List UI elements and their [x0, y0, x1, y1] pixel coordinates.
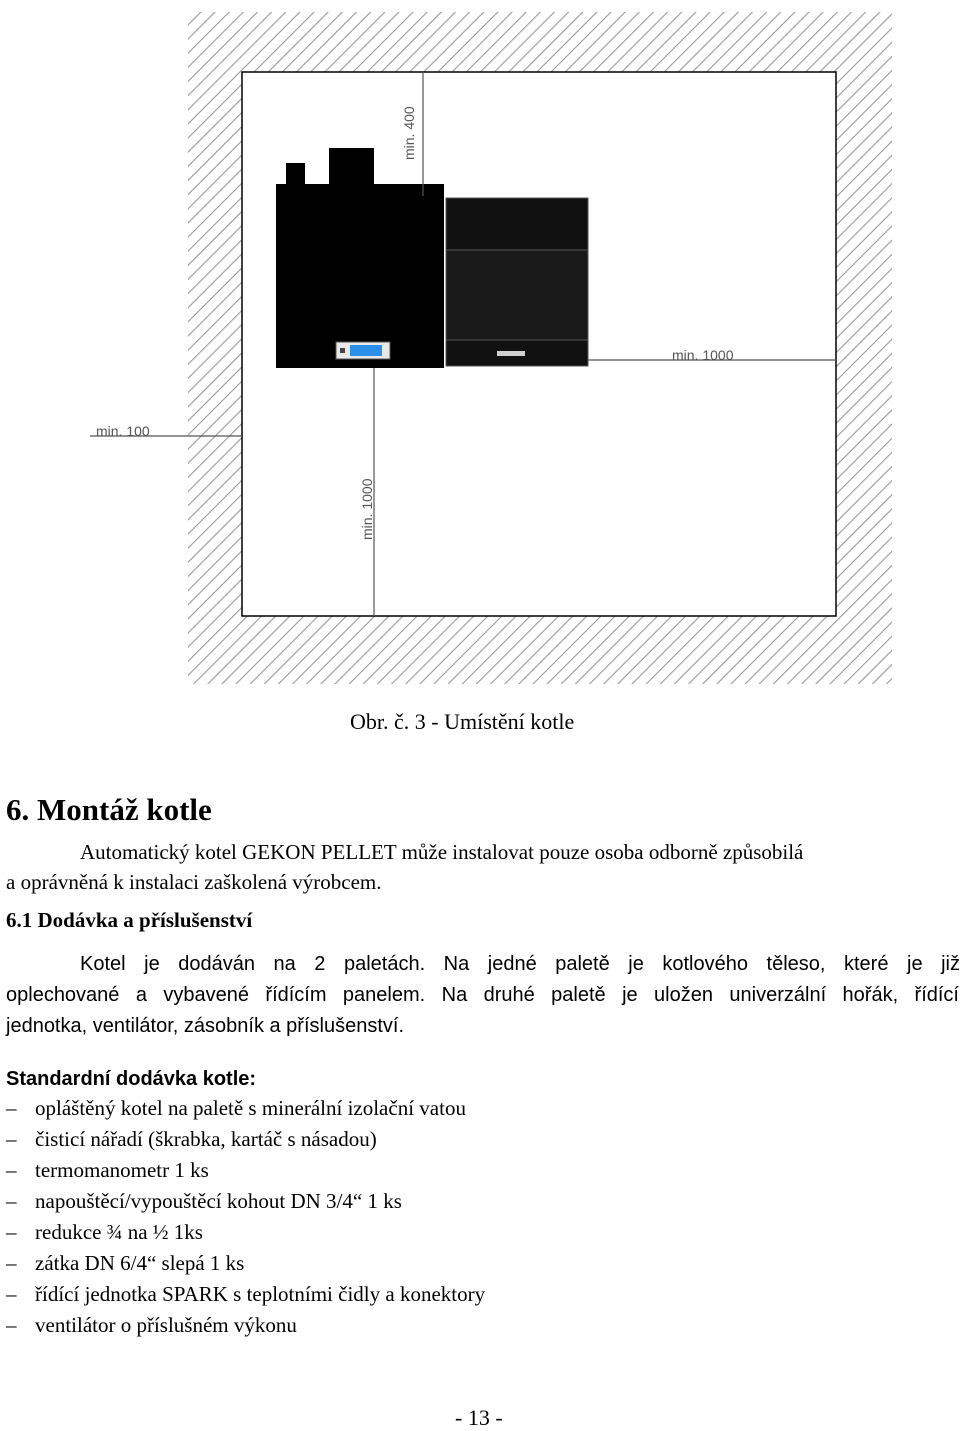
list-item: – zátka DN 6/4“ slepá 1 ks [6, 1251, 245, 1275]
list-item: – čisticí nářadí (škrabka, kartáč s násadou) [6, 1127, 377, 1151]
dash-bullet: – [6, 1313, 17, 1337]
delivery-paragraph-line-3: jednotka, ventilátor, zásobník a příslušenství. [6, 1015, 404, 1037]
intro-paragraph-line-2: a oprávněná k instalaci zaškolená výrobcem. [6, 870, 382, 894]
dash-bullet: – [6, 1158, 17, 1182]
subsection-heading: 6.1 Dodávka a příslušenství [6, 908, 253, 932]
intro-paragraph-line-1: Automatický kotel GEKON PELLET může instalovat pouze osoba odborně způsobilá [80, 840, 804, 864]
dash-bullet: – [6, 1220, 17, 1244]
burner-hopper [446, 198, 588, 366]
list-item: – opláštěný kotel na paletě s minerální izolační vatou [6, 1096, 466, 1120]
placement-drawing [0, 0, 960, 700]
dimension-front-label: min. 1000 [359, 478, 375, 540]
delivery-paragraph-line-2: oplechované a vybavené řídícím panelem. Na druhé paletě je uložen univerzální hořák, řídící [6, 984, 959, 1006]
dash-bullet: – [6, 1251, 17, 1275]
standard-delivery-heading: Standardní dodávka kotle: [6, 1068, 257, 1090]
standard-delivery-list [6, 1096, 485, 1344]
list-item: – řídící jednotka SPARK s teplotními čidly a konektory [6, 1282, 486, 1306]
list-item: – ventilátor o příslušném výkonu [6, 1313, 297, 1337]
placement-figure [0, 0, 960, 700]
dimension-top-label: min. 400 [401, 106, 417, 160]
dash-bullet: – [6, 1282, 17, 1306]
list-item: – redukce ¾ na ½ 1ks [6, 1220, 203, 1244]
delivery-paragraph-line-1: Kotel je dodáván na 2 paletách. Na jedné paletě je kotlového těleso, které je již [80, 953, 960, 975]
dimension-left-label: min. 100 [96, 423, 150, 439]
section-heading: 6. Montáž kotle [6, 792, 212, 827]
dash-bullet: – [6, 1096, 17, 1120]
dimension-right-label: min. 1000 [672, 347, 734, 363]
dash-bullet: – [6, 1189, 17, 1213]
page-number: - 13 - [455, 1405, 503, 1430]
dash-bullet: – [6, 1127, 17, 1151]
control-display [350, 345, 382, 356]
figure-caption: Obr. č. 3 - Umístění kotle [350, 709, 575, 734]
list-item: – napouštěcí/vypouštěcí kohout DN 3/4“ 1 ks [6, 1189, 402, 1213]
list-item: – termomanometr 1 ks [6, 1158, 209, 1182]
